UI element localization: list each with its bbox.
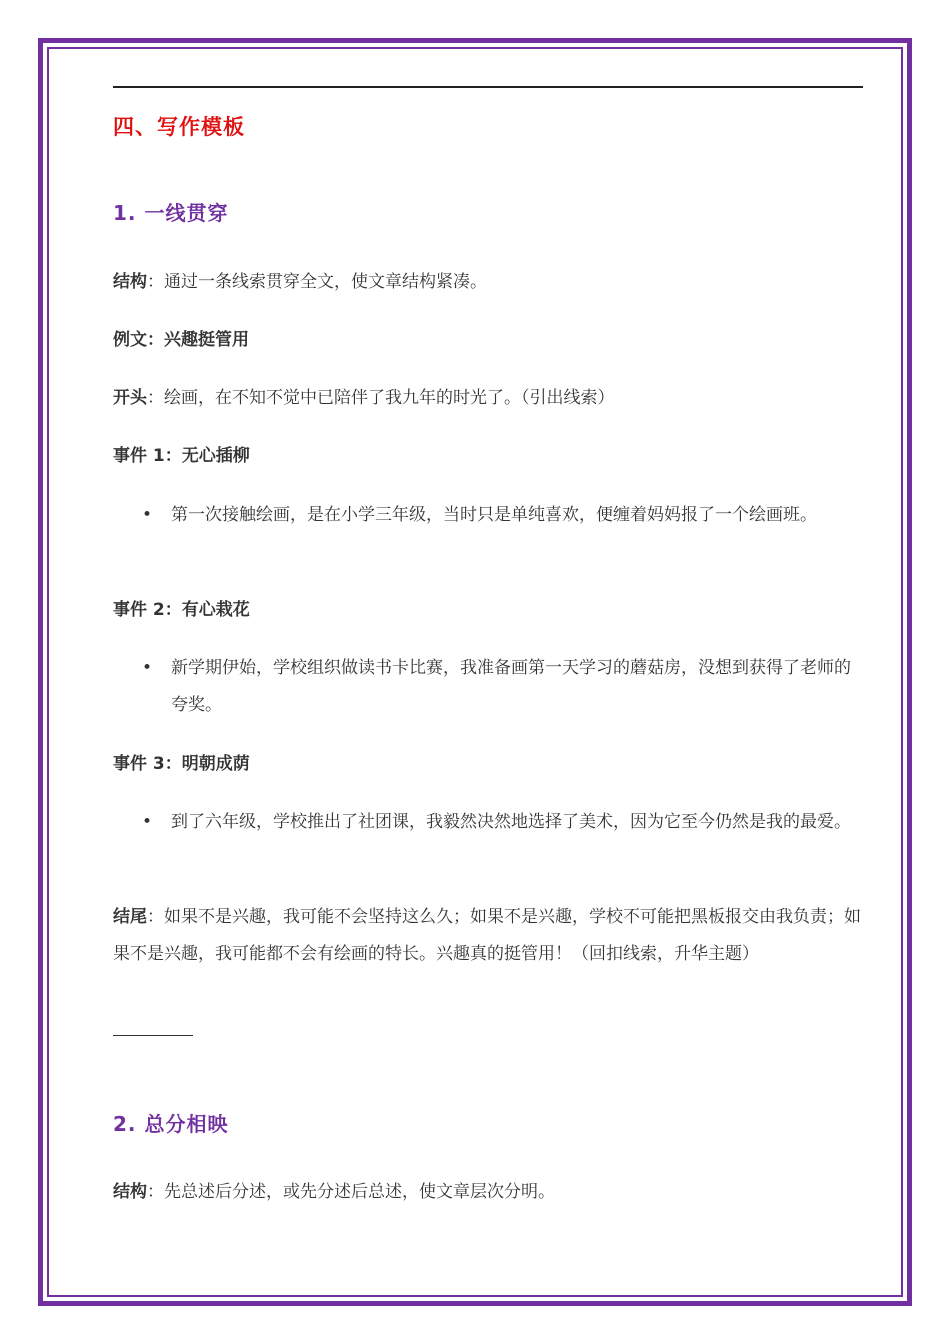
bullet-icon: • (142, 812, 153, 832)
part1-title: 1. 一线贯穿 (113, 201, 229, 225)
opening-label: 开头 (113, 388, 147, 408)
bullet-icon: • (142, 505, 153, 525)
opening-text: ：绘画，在不知不觉中已陪伴了我九年的时光了。（引出线索） (147, 388, 615, 408)
example-title: 例文：兴趣挺管用 (113, 330, 249, 350)
event-1-heading: 事件 1：无心插柳 (113, 446, 250, 466)
structure-label: 结构 (113, 272, 147, 292)
part1-structure (113, 264, 487, 301)
event-2-heading: 事件 2：有心栽花 (113, 600, 250, 620)
structure-text: ：通过一条线索贯穿全文，使文章结构紧凑。 (147, 272, 487, 292)
bullet-icon: • (142, 658, 153, 678)
ending-paragraph (113, 899, 863, 973)
event-1-text: 第一次接触绘画，是在小学三年级，当时只是单纯喜欢，便缠着妈妈报了一个绘画班。 (171, 505, 817, 525)
event-3-heading: 事件 3：明朝成荫 (113, 754, 250, 774)
part2-title: 2. 总分相映 (113, 1112, 229, 1136)
short-divider (113, 1035, 193, 1036)
event-2-text: 新学期伊始，学校组织做读书卡比赛，我准备画第一天学习的蘑菇房，没想到获得了老师的夸奖。 (171, 658, 851, 715)
ending-text: ：如果不是兴趣，我可能不会坚持这么久；如果不是兴趣，学校不可能把黑板报交由我负责；如果不是兴趣，我可能都不会有绘画的特长。兴趣真的挺管用！（回扣线索，升华主题） (113, 907, 861, 964)
opening-paragraph (113, 380, 615, 417)
structure-label: 结构 (113, 1182, 147, 1202)
section-title: 四、写作模板 (113, 115, 245, 139)
structure-text: ：先总述后分述，或先分述后总述，使文章层次分明。 (147, 1182, 555, 1202)
event-3-text: 到了六年级，学校推出了社团课，我毅然决然地选择了美术，因为它至今仍然是我的最爱。 (171, 812, 851, 832)
ending-label: 结尾 (113, 907, 147, 927)
top-divider (113, 86, 863, 88)
part2-structure (113, 1174, 555, 1211)
